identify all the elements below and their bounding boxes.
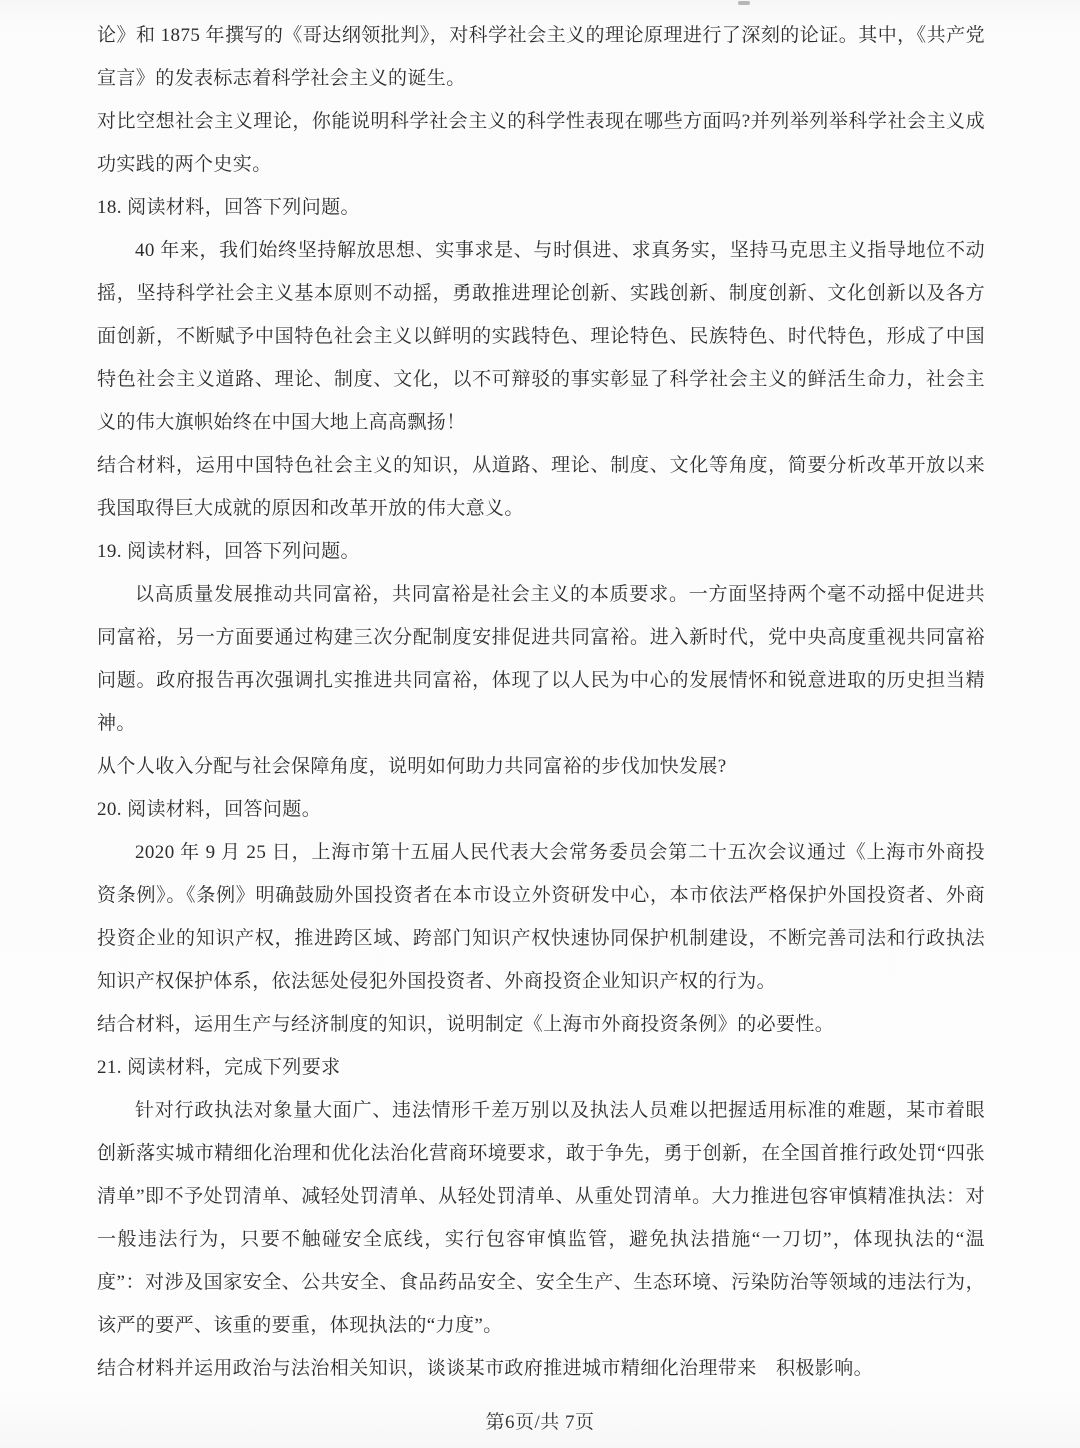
page-number-indicator: 第6页/共 7页: [485, 1412, 595, 1433]
q17-question: 对比空想社会主义理论，你能说明科学社会主义的科学性表现在哪些方面吗?并列举列举科学社会主义成功实践的两个史实。: [97, 111, 985, 175]
q20-question: 结合材料，运用生产与经济制度的知识，说明制定《上海市外商投资条例》的必要性。: [97, 1014, 835, 1035]
q21-material: 针对行政执法对象量大面广、违法情形千差万别以及执法人员难以把握适用标准的难题，某市着眼创新落实城市精细化治理和优化法治化营商环境要求，敢于争先，勇于创新，在全国首推行政处罚“四张清单”即不予处罚清单、减轻处罚清单、从轻处罚清单、从重处罚清单。大力推进包容审慎精准执法：对一般违法行为，只要不触碰安全底线，实行包容审慎监管，避免执法措施“一刀切”，体现执法的“温度”：对涉及国家安全、公共安全、食品药品安全、安全生产、生态环境、污染防治等领域的违法行为，该严的要严、该重的要重，体现执法的“力度”。: [97, 1100, 985, 1336]
q19-material: 以高质量发展推动共同富裕，共同富裕是社会主义的本质要求。一方面坚持两个毫不动摇中促进共同富裕，另一方面要通过构建三次分配制度安排促进共同富裕。进入新时代，党中央高度重视共同富裕问题。政府报告再次强调扎实推进共同富裕，体现了以人民为中心的发展情怀和锐意进取的历史担当精神。: [97, 584, 985, 734]
q18-material: 40 年来，我们始终坚持解放思想、实事求是、与时俱进、求真务实，坚持马克思主义指导地位不动摇，坚持科学社会主义基本原则不动摇，勇敢推进理论创新、实践创新、制度创新、文化创新以及各方面创新，不断赋予中国特色社会主义以鲜明的实践特色、理论特色、民族特色、时代特色，形成了中国特色社会主义道路、理论、制度、文化，以不可辩驳的事实彰显了科学社会主义的鲜活生命力，社会主义的伟大旗帜始终在中国大地上高高飘扬！: [97, 240, 985, 433]
q20-header: 20. 阅读材料，回答问题。: [97, 799, 322, 820]
q19-header: 19. 阅读材料，回答下列问题。: [97, 541, 360, 562]
q17-material-continuation: 论》和 1875 年撰写的《哥达纲领批判》，对科学社会主义的理论原理进行了深刻的论证。其中，《共产党宣言》的发表标志着科学社会主义的诞生。: [97, 25, 985, 89]
scan-smudge-artifact: [738, 1, 750, 5]
q21-question: 结合材料并运用政治与法治相关知识，谈谈某市政府推进城市精细化治理带来 积极影响。: [97, 1358, 874, 1379]
q18-header: 18. 阅读材料，回答下列问题。: [97, 197, 360, 218]
q18-question: 结合材料，运用中国特色社会主义的知识，从道路、理论、制度、文化等角度，简要分析改革开放以来我国取得巨大成就的原因和改革开放的伟大意义。: [97, 455, 985, 519]
q20-material: 2020 年 9 月 25 日，上海市第十五届人民代表大会常务委员会第二十五次会议通过《上海市外商投资条例》。《条例》明确鼓励外国投资者在本市设立外资研发中心，本市依法严格保护外国投资者、外商投资企业的知识产权，推进跨区域、跨部门知识产权快速协同保护机制建设，不断完善司法和行政执法知识产权保护体系，依法惩处侵犯外国投资者、外商投资企业知识产权的行为。: [97, 842, 985, 992]
q21-header: 21. 阅读材料，完成下列要求: [97, 1057, 341, 1078]
exam-page: [97, 14, 985, 1390]
q19-question: 从个人收入分配与社会保障角度，说明如何助力共同富裕的步伐加快发展?: [97, 756, 727, 777]
